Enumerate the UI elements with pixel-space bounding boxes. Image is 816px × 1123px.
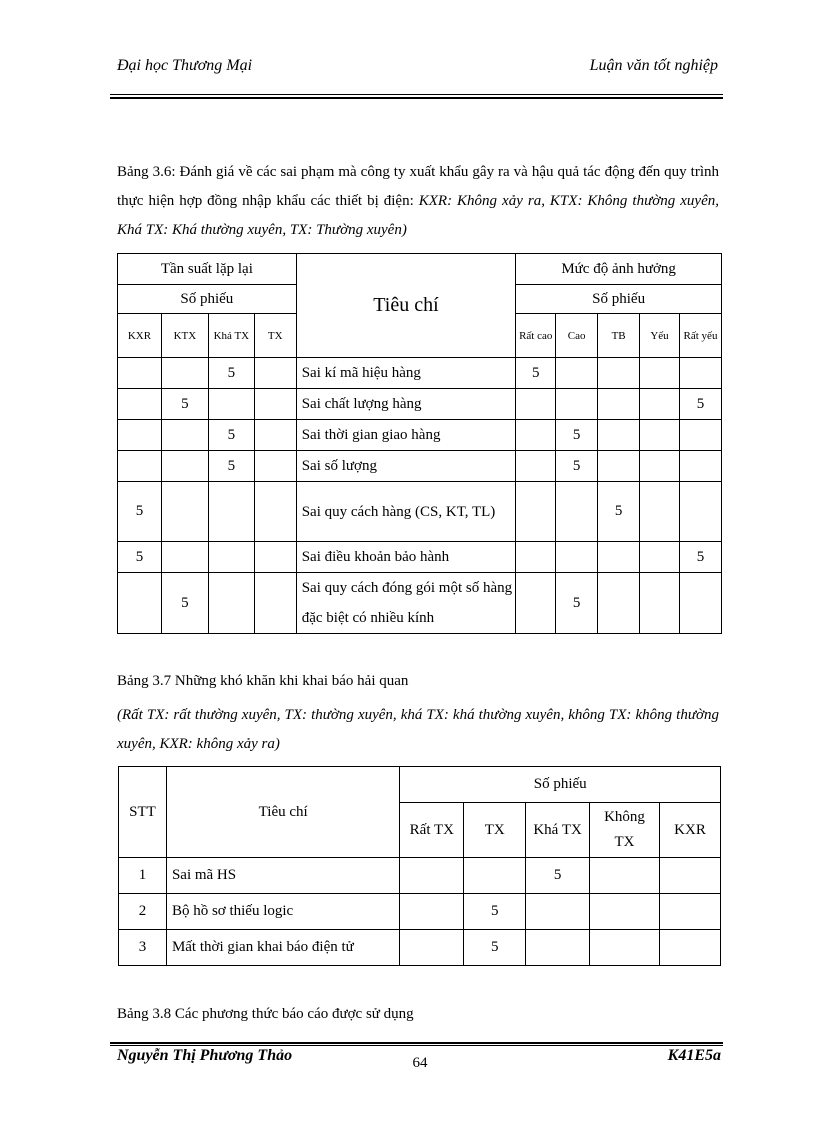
table36-col-ktx: KTX bbox=[161, 314, 208, 358]
cell-stt: 1 bbox=[119, 858, 167, 894]
cell-tx bbox=[254, 542, 296, 573]
cell-tx bbox=[254, 420, 296, 451]
cell-yeu bbox=[640, 451, 680, 482]
table-row bbox=[119, 894, 721, 930]
cell-khongtx bbox=[590, 858, 660, 894]
footer-class: K41E5a bbox=[667, 1047, 721, 1064]
cell-kxr bbox=[118, 451, 162, 482]
cell-tb bbox=[598, 573, 640, 634]
cell-ratcao bbox=[516, 420, 556, 451]
cell-ratcao bbox=[516, 389, 556, 420]
cell-tx bbox=[254, 482, 296, 542]
cell-cao: 5 bbox=[556, 420, 598, 451]
cell-ratcao bbox=[516, 451, 556, 482]
table37-col-khatx: Khá TX bbox=[526, 803, 590, 858]
cell-khatx bbox=[208, 542, 254, 573]
cell-tx bbox=[254, 573, 296, 634]
table38-caption: Bảng 3.8 Các phương thức báo cáo được sử dụng bbox=[117, 1006, 414, 1022]
table37-header-criteria: Tiêu chí bbox=[166, 767, 399, 858]
header-university: Đại học Thương Mại bbox=[117, 57, 253, 74]
table36 bbox=[117, 253, 722, 634]
footer-rule bbox=[110, 1042, 723, 1044]
cell-tb bbox=[598, 451, 640, 482]
cell-khatx: 5 bbox=[208, 358, 254, 389]
table37-col-tx: TX bbox=[464, 803, 526, 858]
table-row bbox=[118, 389, 722, 420]
cell-ktx: 5 bbox=[161, 389, 208, 420]
table36-caption bbox=[117, 158, 719, 245]
cell-khatx: 5 bbox=[208, 451, 254, 482]
cell-tb bbox=[598, 389, 640, 420]
cell-rattx bbox=[400, 894, 464, 930]
table37-col-rattx: Rất TX bbox=[400, 803, 464, 858]
cell-ratcao bbox=[516, 573, 556, 634]
cell-yeu bbox=[640, 358, 680, 389]
table36-header-votes-freq: Số phiếu bbox=[118, 285, 297, 314]
cell-kxr bbox=[660, 930, 721, 966]
cell-ktx: 5 bbox=[161, 573, 208, 634]
cell-cao: 5 bbox=[556, 573, 598, 634]
cell-kxr bbox=[660, 858, 721, 894]
table-row bbox=[118, 451, 722, 482]
table36-caption-plain: Bảng 3.6: Đánh giá về các sai phạm mà công ty xuất khẩu gây ra và hậu quả tác động đến quy trình thực hiện hợp đồng nhập khẩu các thiết bị điện: bbox=[117, 164, 719, 209]
cell-yeu bbox=[640, 542, 680, 573]
cell-criteria: Sai thời gian giao hàng bbox=[296, 420, 516, 451]
table36-col-tb: TB bbox=[598, 314, 640, 358]
cell-cao bbox=[556, 482, 598, 542]
table36-col-ratyeu: Rất yếu bbox=[680, 314, 722, 358]
table-row bbox=[118, 573, 722, 634]
cell-ratcao: 5 bbox=[516, 358, 556, 389]
cell-criteria: Sai chất lượng hàng bbox=[296, 389, 516, 420]
table36-col-yeu: Yếu bbox=[640, 314, 680, 358]
cell-tb bbox=[598, 358, 640, 389]
table37-header-votes: Số phiếu bbox=[400, 767, 721, 803]
header-rule bbox=[110, 94, 723, 95]
table36-col-tx: TX bbox=[254, 314, 296, 358]
cell-tx bbox=[254, 451, 296, 482]
cell-tb bbox=[598, 542, 640, 573]
header-thesis: Luận văn tốt nghiệp bbox=[589, 57, 718, 74]
table37-col-kxr: KXR bbox=[660, 803, 721, 858]
cell-ratyeu bbox=[680, 420, 722, 451]
table-row bbox=[119, 858, 721, 894]
table-row bbox=[118, 482, 722, 542]
cell-criteria: Sai số lượng bbox=[296, 451, 516, 482]
cell-yeu bbox=[640, 420, 680, 451]
cell-rattx bbox=[400, 858, 464, 894]
table37-caption: Bảng 3.7 Những khó khăn khi khai báo hải quan bbox=[117, 673, 409, 689]
cell-tb: 5 bbox=[598, 482, 640, 542]
page-number: 64 bbox=[412, 1055, 428, 1071]
cell-ratyeu bbox=[680, 451, 722, 482]
header-rule-thick bbox=[110, 97, 723, 99]
table36-col-cao: Cao bbox=[556, 314, 598, 358]
cell-stt: 2 bbox=[119, 894, 167, 930]
cell-ratyeu: 5 bbox=[680, 542, 722, 573]
cell-tx: 5 bbox=[464, 930, 526, 966]
cell-ratyeu bbox=[680, 482, 722, 542]
cell-cao: 5 bbox=[556, 451, 598, 482]
table37-header-stt: STT bbox=[119, 767, 167, 858]
cell-khongtx bbox=[590, 930, 660, 966]
table-row bbox=[118, 542, 722, 573]
table36-col-khatx: Khá TX bbox=[208, 314, 254, 358]
cell-kxr: 5 bbox=[118, 542, 162, 573]
table36-caption-italic: KXR: Không xảy ra, KTX: Không thường xuyên, Khá TX: Khá thường xuyên, TX: Thường xuyên) bbox=[117, 193, 719, 238]
table36-col-kxr: KXR bbox=[118, 314, 162, 358]
cell-stt: 3 bbox=[119, 930, 167, 966]
cell-ratcao bbox=[516, 482, 556, 542]
cell-ratyeu: 5 bbox=[680, 389, 722, 420]
cell-khatx bbox=[208, 573, 254, 634]
table36-header-criteria: Tiêu chí bbox=[296, 254, 516, 358]
cell-khatx bbox=[208, 389, 254, 420]
table36-col-ratcao: Rất cao bbox=[516, 314, 556, 358]
cell-rattx bbox=[400, 930, 464, 966]
cell-khatx: 5 bbox=[208, 420, 254, 451]
cell-criteria: Mất thời gian khai báo điện tử bbox=[166, 930, 399, 966]
cell-criteria: Sai quy cách đóng gói một số hàng đặc biệt có nhiều kính bbox=[296, 573, 516, 634]
table-row bbox=[118, 420, 722, 451]
cell-kxr: 5 bbox=[118, 482, 162, 542]
cell-yeu bbox=[640, 389, 680, 420]
cell-kxr bbox=[118, 573, 162, 634]
cell-yeu bbox=[640, 482, 680, 542]
table36-header-impact: Mức độ ảnh hưởng bbox=[516, 254, 722, 285]
table37-subcaption: (Rất TX: rất thường xuyên, TX: thường xuyên, khá TX: khá thường xuyên, không TX: không thường xuyên, KXR: không xảy ra) bbox=[117, 707, 719, 752]
cell-ktx bbox=[161, 451, 208, 482]
cell-tx bbox=[464, 858, 526, 894]
footer-author: Nguyễn Thị Phương Thảo bbox=[117, 1047, 293, 1064]
cell-kxr bbox=[660, 894, 721, 930]
cell-kxr bbox=[118, 358, 162, 389]
cell-khongtx bbox=[590, 894, 660, 930]
cell-ktx bbox=[161, 542, 208, 573]
cell-ratcao bbox=[516, 542, 556, 573]
cell-tx: 5 bbox=[464, 894, 526, 930]
cell-khatx: 5 bbox=[526, 858, 590, 894]
cell-criteria: Sai điều khoản bảo hành bbox=[296, 542, 516, 573]
cell-criteria: Sai kí mã hiệu hàng bbox=[296, 358, 516, 389]
table37 bbox=[118, 766, 721, 966]
cell-ratyeu bbox=[680, 358, 722, 389]
cell-yeu bbox=[640, 573, 680, 634]
cell-cao bbox=[556, 389, 598, 420]
cell-ktx bbox=[161, 482, 208, 542]
cell-tb bbox=[598, 420, 640, 451]
cell-cao bbox=[556, 358, 598, 389]
cell-ktx bbox=[161, 358, 208, 389]
cell-tx bbox=[254, 358, 296, 389]
table-row bbox=[118, 358, 722, 389]
footer-rule-thin bbox=[110, 1045, 723, 1046]
cell-ktx bbox=[161, 420, 208, 451]
cell-khatx bbox=[208, 482, 254, 542]
table36-header-frequency: Tần suất lặp lại bbox=[118, 254, 297, 285]
cell-cao bbox=[556, 542, 598, 573]
cell-tx bbox=[254, 389, 296, 420]
table36-header-votes-impact: Số phiếu bbox=[516, 285, 722, 314]
cell-criteria: Bộ hồ sơ thiếu logic bbox=[166, 894, 399, 930]
cell-kxr bbox=[118, 389, 162, 420]
table37-col-khongtx: Không TX bbox=[590, 803, 660, 858]
table-row bbox=[119, 930, 721, 966]
cell-ratyeu bbox=[680, 573, 722, 634]
cell-criteria: Sai quy cách hàng (CS, KT, TL) bbox=[296, 482, 516, 542]
cell-khatx bbox=[526, 894, 590, 930]
cell-kxr bbox=[118, 420, 162, 451]
cell-khatx bbox=[526, 930, 590, 966]
cell-criteria: Sai mã HS bbox=[166, 858, 399, 894]
